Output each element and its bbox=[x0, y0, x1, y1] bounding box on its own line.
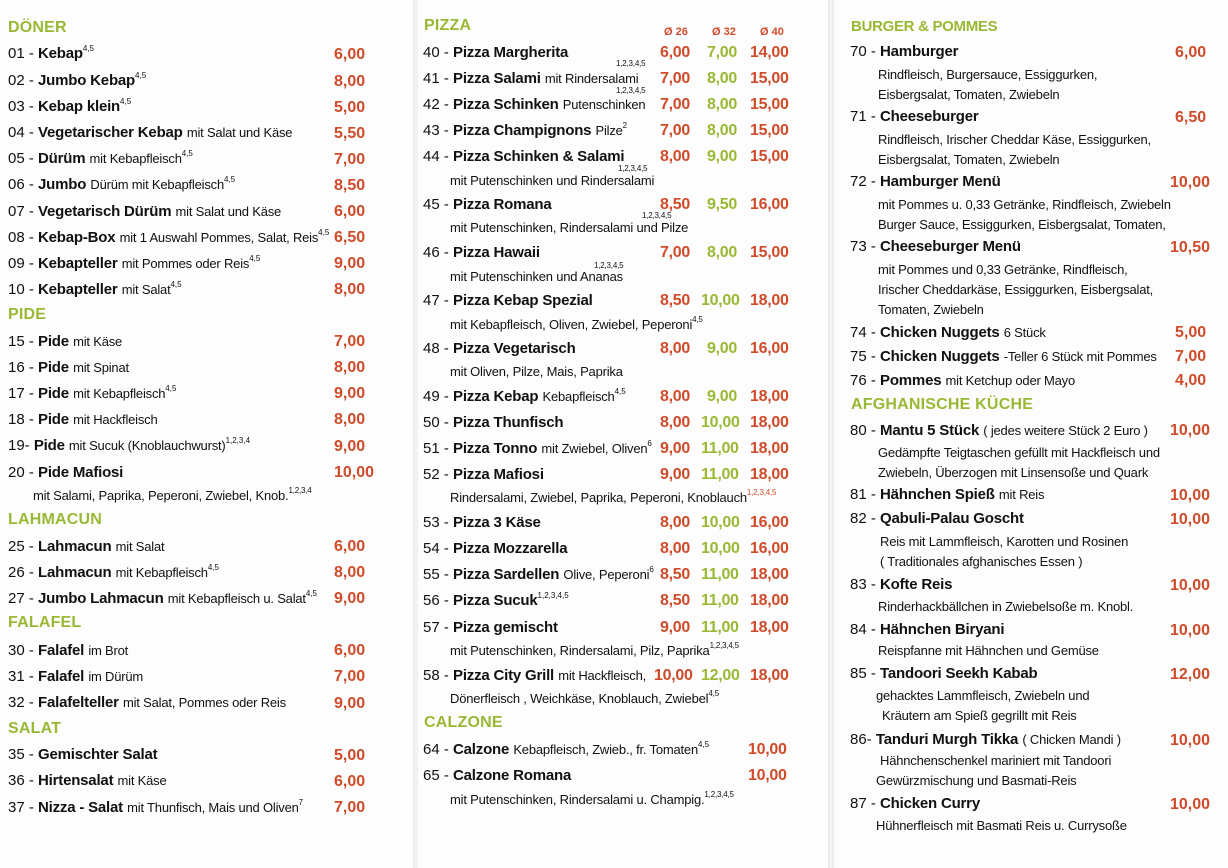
item-description: mit Kebapfleisch, Oliven, Zwiebel, Peperoni$^{4,5}$ bbox=[450, 315, 703, 332]
menu-item: 26 - Lahmacun mit Kebapfleisch$^{4,5}$ bbox=[8, 563, 219, 581]
menu-item: 48 - Pizza Vegetarisch bbox=[423, 340, 576, 357]
menu-item: 31 - Falafel im Dürüm bbox=[8, 668, 144, 685]
menu-item: 30 - Falafel im Brot bbox=[8, 642, 129, 659]
price-large: 18,00 bbox=[750, 414, 789, 431]
price: 8,00 bbox=[334, 411, 366, 428]
item-description: mit Putenschinken, Rindersalami, Pilz, Paprika$^{1,2,3,4,5}$ bbox=[450, 641, 739, 658]
menu-item: 50 - Pizza Thunfisch bbox=[423, 414, 564, 431]
menu-item: 86- Tanduri Murgh Tikka ( Chicken Mandi ) bbox=[850, 731, 1121, 748]
menu-item: 64 - Calzone Kebapfleisch, Zwieb., fr. Tomaten$^{4,5}$ bbox=[423, 740, 710, 758]
item-description: ( Traditionales afghanisches Essen ) bbox=[880, 554, 1083, 569]
price-large: 15,00 bbox=[750, 96, 789, 113]
price-medium: 9,00 bbox=[707, 148, 737, 165]
menu-item: 47 - Pizza Kebap Spezial bbox=[423, 292, 593, 309]
menu-item: 57 - Pizza gemischt bbox=[423, 619, 558, 636]
menu-item: 03 - Kebap klein$^{4,5}$ bbox=[8, 97, 132, 115]
section-title-afghan: AFGHANISCHE KÜCHE bbox=[851, 396, 1034, 413]
menu-item: 87 - Chicken Curry bbox=[850, 795, 980, 812]
price-large: 18,00 bbox=[750, 440, 789, 457]
price-medium: 9,00 bbox=[707, 340, 737, 357]
menu-item: 82 - Qabuli-Palau Goscht bbox=[850, 510, 1024, 527]
price: 5,00 bbox=[334, 747, 366, 764]
column-burger-afghan bbox=[834, 0, 1228, 868]
price-small: 6,00 bbox=[660, 44, 690, 61]
item-description: Rindersalami, Zwiebel, Paprika, Peperoni, Knoblauch$^{1,2,3,4,5}$ bbox=[450, 488, 777, 505]
item-description: Reispfanne mit Hähnchen und Gemüse bbox=[878, 643, 1099, 658]
menu-item: 54 - Pizza Mozzarella bbox=[423, 540, 568, 557]
price-medium: 11,00 bbox=[701, 566, 739, 583]
price-small: 7,00 bbox=[660, 244, 690, 261]
menu-item: 53 - Pizza 3 Käse bbox=[423, 514, 541, 531]
price-large: 15,00 bbox=[750, 148, 789, 165]
menu-item: 37 - Nizza - Salat mit Thunfisch, Mais und Oliven$^7$ bbox=[8, 798, 304, 816]
section-title-salat: SALAT bbox=[8, 720, 62, 737]
section-title-burger: BURGER & POMMES bbox=[851, 18, 998, 35]
allergen-note: 1,2,3,4,5 bbox=[618, 164, 648, 173]
menu-item: 84 - Hähnchen Biryani bbox=[850, 621, 1005, 638]
menu-item: 36 - Hirtensalat mit Käse bbox=[8, 772, 167, 789]
price: 6,00 bbox=[334, 538, 366, 555]
price-large: 18,00 bbox=[750, 566, 789, 583]
menu-item: 20 - Pide Mafiosi bbox=[8, 464, 124, 481]
price: 9,00 bbox=[334, 695, 366, 712]
menu-item: 08 - Kebap-Box mit 1 Auswahl Pommes, Salat, Reis$^{4,5}$ bbox=[8, 228, 330, 246]
menu-item: 06 - Jumbo Dürüm mit Kebapfleisch$^{4,5}$ bbox=[8, 175, 236, 193]
price-medium: 8,00 bbox=[707, 122, 737, 139]
item-description: Zwiebeln, Überzogen mit Linsensoße und Quark bbox=[878, 465, 1149, 480]
menu-item: 75 - Chicken Nuggets -Teller 6 Stück mit Pommes bbox=[850, 348, 1157, 365]
price: 10,00 bbox=[1170, 622, 1211, 639]
menu-item: 71 - Cheeseburger bbox=[850, 108, 979, 125]
price: 5,50 bbox=[334, 125, 366, 142]
section-title-pizza: PIZZA bbox=[424, 17, 472, 34]
menu-item: 04 - Vegetarischer Kebap mit Salat und Käse bbox=[8, 124, 293, 141]
price: 7,00 bbox=[334, 668, 366, 685]
price: 7,00 bbox=[334, 799, 366, 816]
item-description: Gedämpfte Teigtaschen gefüllt mit Hackfleisch und bbox=[878, 445, 1160, 460]
price-small: 8,50 bbox=[660, 292, 690, 309]
menu-item: 44 - Pizza Schinken & Salami bbox=[423, 148, 625, 165]
item-description: mit Oliven, Pilze, Mais, Paprika bbox=[450, 364, 623, 379]
price: 10,50 bbox=[1170, 239, 1211, 256]
item-description: mit Putenschinken und Ananas bbox=[450, 269, 623, 284]
item-description: Tomaten, Zwiebeln bbox=[878, 302, 984, 317]
price: 10,00 bbox=[334, 464, 375, 481]
price-large: 14,00 bbox=[750, 44, 789, 61]
menu-item: 85 - Tandoori Seekh Kabab bbox=[850, 665, 1038, 682]
item-description: Dönerfleisch , Weichkäse, Knoblauch, Zwiebel$^{4,5}$ bbox=[450, 689, 719, 706]
price-large: 16,00 bbox=[750, 514, 789, 531]
price: 10,00 bbox=[748, 767, 787, 784]
column-pizza bbox=[418, 0, 828, 868]
price: 6,50 bbox=[334, 229, 366, 246]
price-small: 8,00 bbox=[660, 514, 690, 531]
item-description: mit Putenschinken und Rindersalami bbox=[450, 173, 655, 188]
item-description: Irischer Cheddarkäse, Essiggurken, Eisbergsalat, bbox=[878, 282, 1154, 297]
price-medium: 8,00 bbox=[707, 96, 737, 113]
menu-item: 55 - Pizza Sardellen Olive, Peperoni$^6$ bbox=[423, 565, 654, 583]
price-large: 15,00 bbox=[750, 70, 789, 87]
price-small: 10,00 bbox=[654, 667, 693, 684]
price: 10,00 bbox=[1170, 422, 1211, 439]
menu-item: 07 - Vegetarisch Dürüm mit Salat und Käse bbox=[8, 203, 282, 220]
allergen-note: 1,2,3,4,5 bbox=[616, 59, 646, 68]
price-medium: 10,00 bbox=[701, 540, 740, 557]
price: 9,00 bbox=[334, 590, 366, 607]
price: 10,00 bbox=[1170, 511, 1211, 528]
menu-item: 43 - Pizza Champignons Pilze$^2$ bbox=[423, 121, 628, 139]
price-medium: 10,00 bbox=[701, 414, 740, 431]
price-small: 8,50 bbox=[660, 196, 690, 213]
item-description: Reis mit Lammfleisch, Karotten und Rosinen bbox=[880, 534, 1129, 549]
price-large: 18,00 bbox=[750, 667, 789, 684]
price-large: 18,00 bbox=[750, 388, 789, 405]
price: 10,00 bbox=[1170, 732, 1211, 749]
menu-item: 45 - Pizza Romana bbox=[423, 196, 552, 213]
menu-item: 46 - Pizza Hawaii bbox=[423, 244, 540, 261]
size-label: Ø 26 bbox=[664, 26, 688, 38]
price: 7,00 bbox=[334, 151, 366, 168]
price-small: 8,00 bbox=[660, 414, 690, 431]
price-medium: 11,00 bbox=[701, 592, 739, 609]
price: 8,00 bbox=[334, 359, 366, 376]
price-medium: 10,00 bbox=[701, 514, 740, 531]
price: 10,00 bbox=[1170, 174, 1211, 191]
price-small: 8,00 bbox=[660, 340, 690, 357]
price-small: 9,00 bbox=[660, 466, 690, 483]
menu-item: 65 - Calzone Romana bbox=[423, 767, 572, 784]
price-large: 16,00 bbox=[750, 196, 789, 213]
price-small: 7,00 bbox=[660, 70, 690, 87]
menu-item: 42 - Pizza Schinken Putenschinken bbox=[423, 96, 646, 113]
price: 7,00 bbox=[334, 333, 366, 350]
item-description: mit Salami, Paprika, Peperoni, Zwiebel, Knob.$^{1,2,3,4}$ bbox=[33, 486, 312, 503]
price-small: 8,00 bbox=[660, 148, 690, 165]
menu-item: 01 - Kebap$^{4,5}$ bbox=[8, 44, 94, 62]
price-small: 8,00 bbox=[660, 388, 690, 405]
item-description: Hähnchenschenkel mariniert mit Tandoori bbox=[880, 753, 1112, 768]
column-doener bbox=[0, 0, 413, 868]
price-medium: 12,00 bbox=[701, 667, 740, 684]
item-description: Gewürzmischung und Basmati-Reis bbox=[876, 773, 1077, 788]
menu-item: 19- Pide mit Sucuk (Knoblauchwurst)$^{1,2,3,4}$ bbox=[8, 436, 251, 454]
section-title-doener: DÖNER bbox=[8, 19, 67, 36]
menu-item: 41 - Pizza Salami mit Rindersalami bbox=[423, 70, 639, 87]
price: 7,00 bbox=[1175, 348, 1207, 365]
item-description: gehacktes Lammfleisch, Zwiebeln und bbox=[876, 688, 1090, 703]
price-large: 16,00 bbox=[750, 340, 789, 357]
price: 9,00 bbox=[334, 255, 366, 272]
price-medium: 9,00 bbox=[707, 388, 737, 405]
price-medium: 9,50 bbox=[707, 196, 737, 213]
menu-item: 70 - Hamburger bbox=[850, 43, 959, 60]
menu-item: 74 - Chicken Nuggets 6 Stück bbox=[850, 324, 1046, 341]
item-description: Eisbergsalat, Tomaten, Zwiebeln bbox=[878, 87, 1060, 102]
menu-item: 51 - Pizza Tonno mit Zwiebel, Oliven$^6$ bbox=[423, 439, 652, 457]
allergen-note: 1,2,3,4,5 bbox=[616, 86, 646, 95]
price: 5,00 bbox=[334, 99, 366, 116]
price: 4,00 bbox=[1175, 372, 1207, 389]
menu-item: 18 - Pide mit Hackfleisch bbox=[8, 411, 158, 428]
price-small: 8,50 bbox=[660, 592, 690, 609]
menu-item: 27 - Jumbo Lahmacun mit Kebapfleisch u. Salat$^{4,5}$ bbox=[8, 589, 317, 607]
menu-item: 56 - Pizza Sucuk$^{1,2,3,4,5}$ bbox=[423, 591, 569, 609]
price-large: 15,00 bbox=[750, 244, 789, 261]
size-label: Ø 40 bbox=[760, 26, 784, 38]
price-small: 9,00 bbox=[660, 440, 690, 457]
price-large: 18,00 bbox=[750, 619, 789, 636]
item-description: mit Putenschinken, Rindersalami und Pilze bbox=[450, 220, 689, 235]
price-large: 18,00 bbox=[750, 592, 789, 609]
menu-item: 02 - Jumbo Kebap$^{4,5}$ bbox=[8, 71, 147, 89]
menu-item: 16 - Pide mit Spinat bbox=[8, 359, 129, 376]
price-large: 18,00 bbox=[750, 466, 789, 483]
menu-item: 52 - Pizza Mafiosi bbox=[423, 466, 544, 483]
price: 6,00 bbox=[334, 773, 366, 790]
item-description: Eisbergsalat, Tomaten, Zwiebeln bbox=[878, 152, 1060, 167]
menu-item: 80 - Mantu 5 Stück ( jedes weitere Stück 2 Euro ) bbox=[850, 422, 1148, 439]
menu-item: 40 - Pizza Margherita bbox=[423, 44, 569, 61]
price-small: 8,00 bbox=[660, 540, 690, 557]
price: 6,00 bbox=[334, 642, 366, 659]
price: 8,00 bbox=[334, 73, 366, 90]
menu-item: 15 - Pide mit Käse bbox=[8, 333, 123, 350]
section-title-pide: PIDE bbox=[8, 306, 47, 323]
price-large: 16,00 bbox=[750, 540, 789, 557]
price-medium: 10,00 bbox=[701, 292, 740, 309]
menu-item: 83 - Kofte Reis bbox=[850, 576, 953, 593]
price-medium: 8,00 bbox=[707, 70, 737, 87]
section-title-calzone: CALZONE bbox=[424, 714, 503, 731]
allergen-note: 1,2,3,4,5 bbox=[642, 211, 672, 220]
price: 5,00 bbox=[1175, 324, 1207, 341]
price: 10,00 bbox=[1170, 577, 1211, 594]
item-description: mit Pommes u. 0,33 Getränke, Rindfleisch, Zwiebeln bbox=[878, 197, 1171, 212]
price: 8,50 bbox=[334, 177, 366, 194]
price-medium: 11,00 bbox=[701, 466, 739, 483]
item-description: mit Pommes und 0,33 Getränke, Rindfleisch, bbox=[878, 262, 1128, 277]
menu-item: 49 - Pizza Kebap Kebapfleisch$^{4,5}$ bbox=[423, 387, 626, 405]
price: 12,00 bbox=[1170, 666, 1211, 683]
price: 8,00 bbox=[334, 281, 366, 298]
menu-item: 32 - Falafelteller mit Salat, Pommes oder Reis bbox=[8, 694, 286, 711]
menu-item: 25 - Lahmacun mit Salat bbox=[8, 538, 165, 555]
price: 10,00 bbox=[1170, 487, 1211, 504]
price-medium: 7,00 bbox=[707, 44, 737, 61]
item-description: Hühnerfleisch mit Basmati Reis u. Currysoße bbox=[876, 818, 1127, 833]
section-title-falafel: FALAFEL bbox=[8, 614, 82, 631]
menu-item: 05 - Dürüm mit Kebapfleisch$^{4,5}$ bbox=[8, 149, 193, 167]
item-description: Kräutern am Spieß gegrillt mit Reis bbox=[882, 708, 1077, 723]
item-description: Burger Sauce, Essiggurken, Eisbergsalat, Tomaten, bbox=[878, 217, 1166, 232]
price: 9,00 bbox=[334, 438, 366, 455]
size-label: Ø 32 bbox=[712, 26, 736, 38]
price: 6,50 bbox=[1175, 109, 1207, 126]
price-small: 7,00 bbox=[660, 122, 690, 139]
price-large: 15,00 bbox=[750, 122, 789, 139]
menu-item: 09 - Kebapteller mit Pommes oder Reis$^{4,5}$ bbox=[8, 254, 261, 272]
item-description: Rindfleisch, Burgersauce, Essiggurken, bbox=[878, 67, 1098, 82]
price: 6,00 bbox=[1175, 44, 1207, 61]
section-title-lahmacun: LAHMACUN bbox=[8, 511, 103, 528]
price-medium: 11,00 bbox=[701, 440, 739, 457]
price-medium: 11,00 bbox=[701, 619, 739, 636]
item-description: mit Putenschinken, Rindersalami u. Champig.$^{1,2,3,4,5}$ bbox=[450, 790, 734, 807]
menu-item: 10 - Kebapteller mit Salat$^{4,5}$ bbox=[8, 280, 182, 298]
price: 6,00 bbox=[334, 46, 366, 63]
price-medium: 8,00 bbox=[707, 244, 737, 261]
menu-item: 58 - Pizza City Grill mit Hackfleisch, bbox=[423, 667, 647, 684]
price: 6,00 bbox=[334, 203, 366, 220]
price-small: 9,00 bbox=[660, 619, 690, 636]
price-large: 18,00 bbox=[750, 292, 789, 309]
price: 9,00 bbox=[334, 385, 366, 402]
allergen-note: 1,2,3,4,5 bbox=[594, 261, 624, 270]
price: 8,00 bbox=[334, 564, 366, 581]
item-description: Rinderhackbällchen in Zwiebelsoße m. Knobl. bbox=[878, 599, 1134, 614]
price: 10,00 bbox=[1170, 796, 1211, 813]
price: 10,00 bbox=[748, 741, 787, 758]
menu-item: 72 - Hamburger Menü bbox=[850, 173, 1001, 190]
menu-item: 73 - Cheeseburger Menü bbox=[850, 238, 1021, 255]
price-small: 8,50 bbox=[660, 566, 690, 583]
menu-item: 17 - Pide mit Kebapfleisch$^{4,5}$ bbox=[8, 384, 177, 402]
menu-item: 81 - Hähnchen Spieß mit Reis bbox=[850, 486, 1045, 503]
menu-item: 76 - Pommes mit Ketchup oder Mayo bbox=[850, 372, 1076, 389]
item-description: Rindfleisch, Irischer Cheddar Käse, Essiggurken, bbox=[878, 132, 1151, 147]
menu-item: 35 - Gemischter Salat bbox=[8, 746, 158, 763]
price-small: 7,00 bbox=[660, 96, 690, 113]
